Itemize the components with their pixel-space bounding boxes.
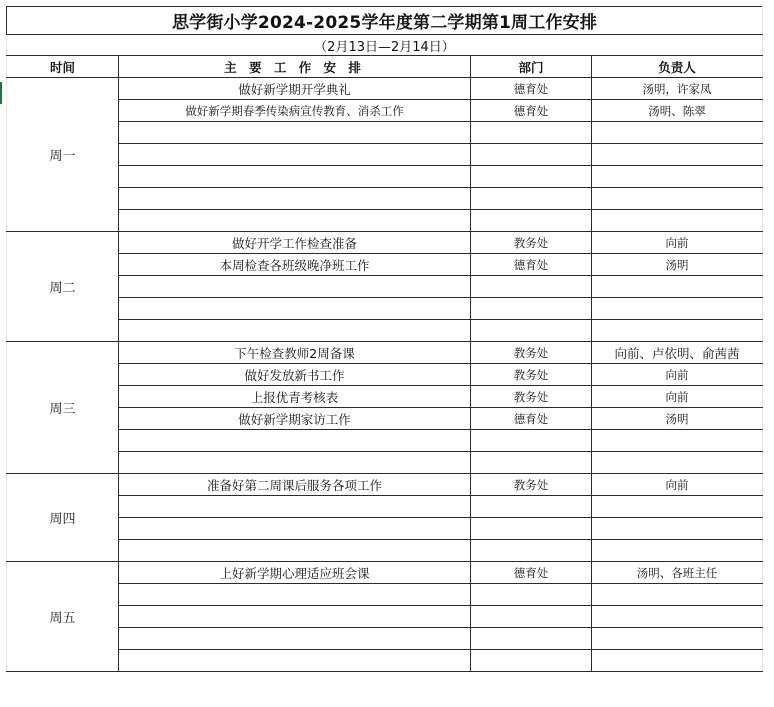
table-row	[7, 144, 763, 166]
table-row	[7, 298, 763, 320]
department-cell[interactable]	[471, 188, 592, 210]
department-cell[interactable]	[471, 166, 592, 188]
task-cell[interactable]	[119, 298, 471, 320]
table-row	[7, 166, 763, 188]
schedule-table	[6, 6, 763, 672]
sheet-title[interactable]: 思学街小学2024-2025学年度第二学期第1周工作安排	[7, 7, 763, 35]
person-cell[interactable]: 向前	[592, 474, 763, 496]
department-cell[interactable]	[471, 584, 592, 606]
table-row	[7, 540, 763, 562]
person-cell[interactable]: 汤明、陈翠	[592, 100, 763, 122]
task-cell[interactable]: 做好新学期家访工作	[119, 408, 471, 430]
person-cell[interactable]	[592, 628, 763, 650]
table-row	[7, 188, 763, 210]
task-cell[interactable]	[119, 496, 471, 518]
day-cell[interactable]: 周四	[7, 474, 119, 562]
department-cell[interactable]: 德育处	[471, 100, 592, 122]
task-cell[interactable]: 做好新学期春季传染病宣传教育、消杀工作	[119, 100, 471, 122]
task-cell[interactable]	[119, 540, 471, 562]
table-row	[7, 342, 763, 364]
table-row	[7, 232, 763, 254]
table-row	[7, 210, 763, 232]
date-range[interactable]: （2月13日—2月14日）	[7, 35, 763, 56]
department-cell[interactable]	[471, 210, 592, 232]
cell-selection-marker	[0, 82, 2, 104]
table-row	[7, 474, 763, 496]
task-cell[interactable]: 下午检查教师2周备课	[119, 342, 471, 364]
task-cell[interactable]	[119, 628, 471, 650]
task-cell[interactable]: 上好新学期心理适应班会课	[119, 562, 471, 584]
person-cell[interactable]: 汤明	[592, 254, 763, 276]
table-row	[7, 562, 763, 584]
department-cell[interactable]: 教务处	[471, 474, 592, 496]
table-row	[7, 364, 763, 386]
department-cell[interactable]	[471, 452, 592, 474]
department-cell[interactable]	[471, 628, 592, 650]
person-cell[interactable]	[592, 430, 763, 452]
person-cell[interactable]	[592, 606, 763, 628]
department-cell[interactable]	[471, 298, 592, 320]
task-cell[interactable]: 做好新学期开学典礼	[119, 78, 471, 100]
person-cell[interactable]: 向前	[592, 232, 763, 254]
person-cell[interactable]	[592, 452, 763, 474]
person-cell[interactable]	[592, 320, 763, 342]
department-cell[interactable]: 德育处	[471, 78, 592, 100]
table-row	[7, 78, 763, 100]
task-cell[interactable]: 本周检查各班级晚净班工作	[119, 254, 471, 276]
day-cell[interactable]: 周二	[7, 232, 119, 342]
table-row	[7, 518, 763, 540]
person-cell[interactable]	[592, 298, 763, 320]
task-cell[interactable]	[119, 122, 471, 144]
task-cell[interactable]: 上报优青考核表	[119, 386, 471, 408]
table-row	[7, 386, 763, 408]
department-cell[interactable]: 教务处	[471, 342, 592, 364]
person-cell[interactable]: 汤明、各班主任	[592, 562, 763, 584]
person-cell[interactable]	[592, 518, 763, 540]
table-row	[7, 276, 763, 298]
department-cell[interactable]: 教务处	[471, 364, 592, 386]
department-cell[interactable]	[471, 496, 592, 518]
day-cell[interactable]: 周一	[7, 78, 119, 232]
department-cell[interactable]	[471, 606, 592, 628]
department-cell[interactable]	[471, 122, 592, 144]
department-cell[interactable]: 德育处	[471, 254, 592, 276]
day-cell[interactable]: 周三	[7, 342, 119, 474]
task-cell[interactable]	[119, 430, 471, 452]
task-cell[interactable]	[119, 320, 471, 342]
table-row	[7, 628, 763, 650]
table-row	[7, 584, 763, 606]
department-cell[interactable]	[471, 320, 592, 342]
department-cell[interactable]: 教务处	[471, 232, 592, 254]
person-cell[interactable]: 向前	[592, 364, 763, 386]
person-cell[interactable]: 向前	[592, 386, 763, 408]
task-cell[interactable]	[119, 606, 471, 628]
department-cell[interactable]	[471, 430, 592, 452]
task-cell[interactable]	[119, 188, 471, 210]
task-cell[interactable]	[119, 210, 471, 232]
table-row	[7, 452, 763, 474]
person-cell[interactable]	[592, 122, 763, 144]
department-cell[interactable]	[471, 276, 592, 298]
table-row	[7, 320, 763, 342]
task-cell[interactable]: 做好开学工作检查准备	[119, 232, 471, 254]
header-person[interactable]: 负责人	[592, 56, 763, 78]
header-time[interactable]: 时间	[7, 56, 119, 78]
person-cell[interactable]	[592, 650, 763, 672]
person-cell[interactable]: 汤明	[592, 408, 763, 430]
task-cell[interactable]	[119, 518, 471, 540]
task-cell[interactable]	[119, 650, 471, 672]
person-cell[interactable]	[592, 276, 763, 298]
department-cell[interactable]	[471, 144, 592, 166]
task-cell[interactable]	[119, 144, 471, 166]
header-task[interactable]: 主 要 工 作 安 排	[119, 56, 471, 78]
task-cell[interactable]	[119, 584, 471, 606]
table-row	[7, 100, 763, 122]
task-cell[interactable]	[119, 166, 471, 188]
department-cell[interactable]: 德育处	[471, 562, 592, 584]
table-row	[7, 254, 763, 276]
task-cell[interactable]: 准备好第二周课后服务各项工作	[119, 474, 471, 496]
person-cell[interactable]	[592, 166, 763, 188]
task-cell[interactable]	[119, 452, 471, 474]
department-cell[interactable]: 教务处	[471, 386, 592, 408]
person-cell[interactable]	[592, 496, 763, 518]
day-cell[interactable]: 周五	[7, 562, 119, 672]
task-cell[interactable]	[119, 276, 471, 298]
department-cell[interactable]: 德育处	[471, 408, 592, 430]
person-cell[interactable]	[592, 210, 763, 232]
table-row	[7, 430, 763, 452]
person-cell[interactable]	[592, 584, 763, 606]
department-cell[interactable]	[471, 518, 592, 540]
department-cell[interactable]	[471, 540, 592, 562]
department-cell[interactable]	[471, 650, 592, 672]
table-row	[7, 408, 763, 430]
table-row	[7, 606, 763, 628]
task-cell[interactable]: 做好发放新书工作	[119, 364, 471, 386]
person-cell[interactable]	[592, 144, 763, 166]
person-cell[interactable]: 汤明，许家凤	[592, 78, 763, 100]
table-row	[7, 122, 763, 144]
table-row	[7, 496, 763, 518]
person-cell[interactable]	[592, 188, 763, 210]
person-cell[interactable]	[592, 540, 763, 562]
header-department[interactable]: 部门	[471, 56, 592, 78]
person-cell[interactable]: 向前、卢依明、俞茜茜	[592, 342, 763, 364]
table-row	[7, 650, 763, 672]
